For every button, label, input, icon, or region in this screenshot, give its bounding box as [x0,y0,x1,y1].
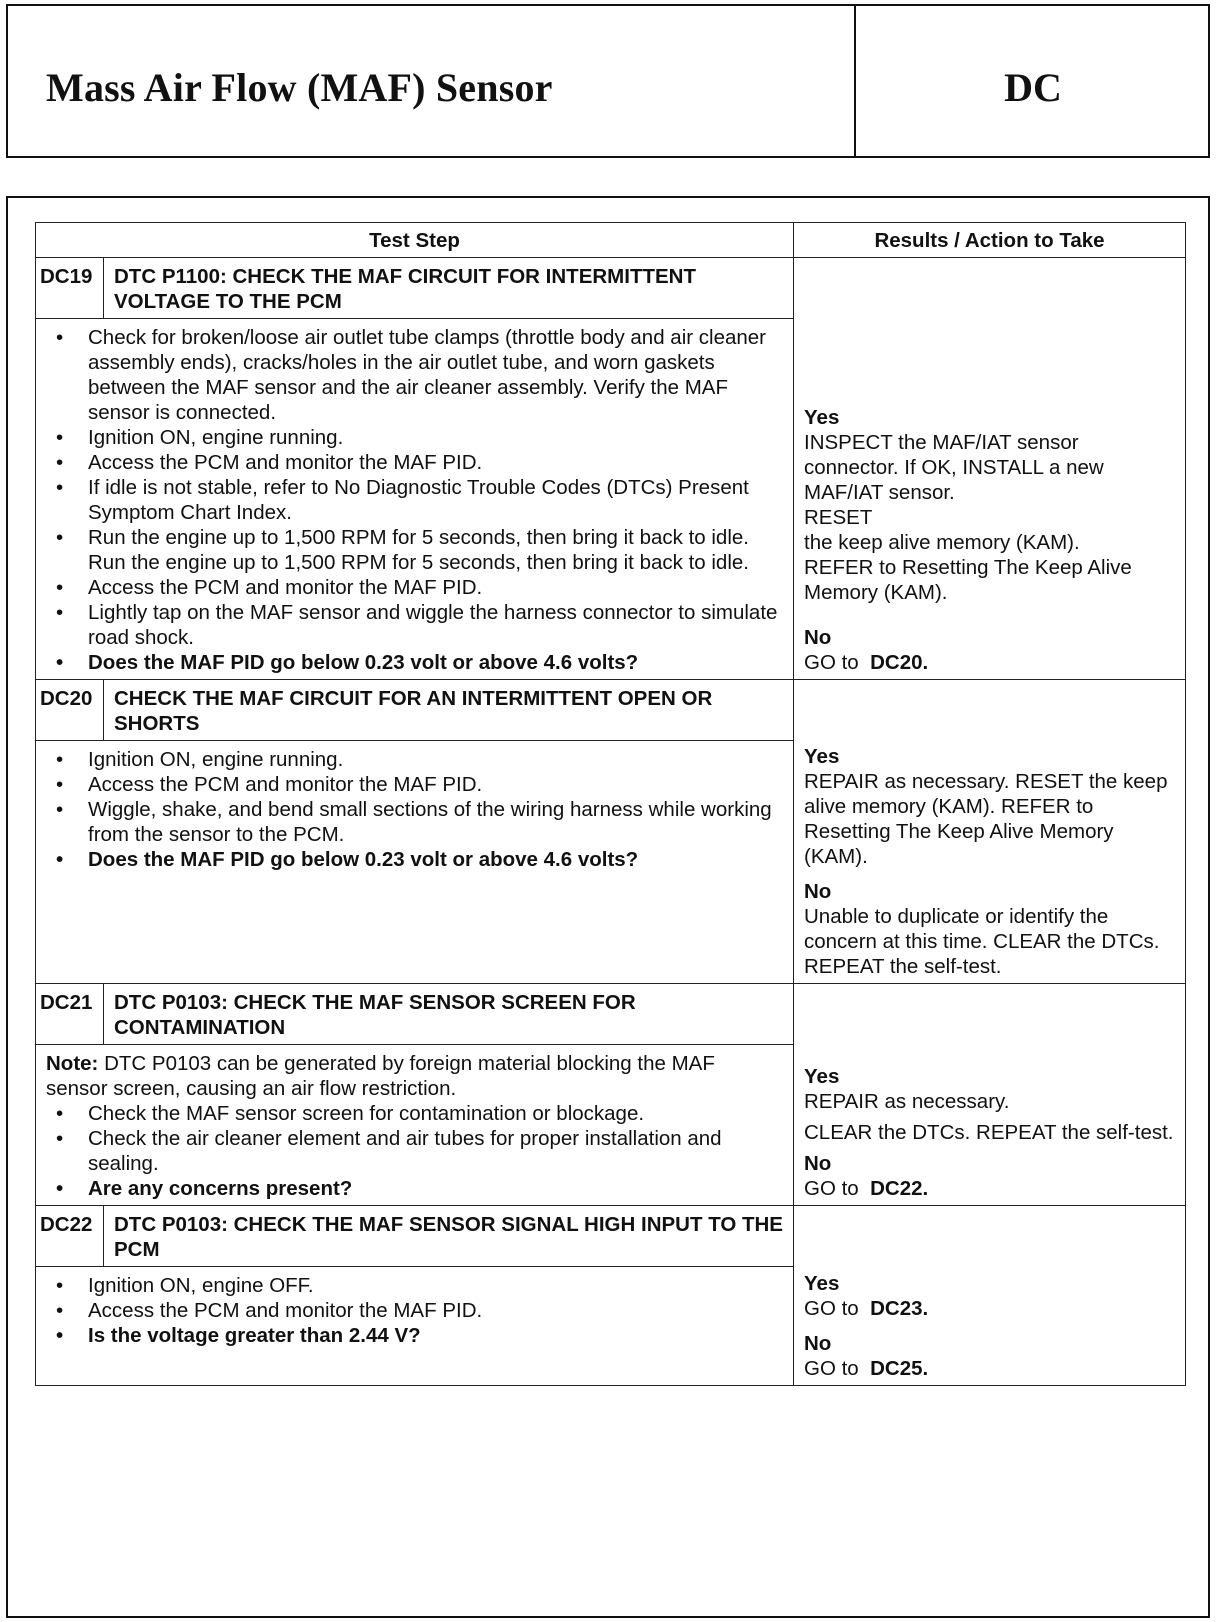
step-body [36,319,794,680]
step-bullet: • Ignition ON, engine OFF. [46,1273,779,1298]
step-bullet: • Run the engine up to 1,500 RPM for 5 seconds, then bring it back to idle. Run the engine up to 1,500 RPM for 5 seconds, then bring it back to idle. [46,525,779,575]
step-bullet: • If idle is not stable, refer to No Diagnostic Trouble Codes (DTCs) Present Symptom Chart Index. [46,475,779,525]
test-step-table [35,222,1186,1386]
result-yes-text: RESET [804,506,873,529]
step-bullet: • Ignition ON, engine running. [46,425,779,450]
step-body [36,741,794,984]
step-body [36,1267,794,1386]
result-yes-text: INSPECT the MAF/IAT sensor connector. If OK, INSTALL a new MAF/IAT sensor. [804,431,1104,504]
step-bullet: • Access the PCM and monitor the MAF PID. [46,1298,779,1323]
step-bullet: • Ignition ON, engine running. [46,747,779,772]
result-yes-label: Yes [804,1272,840,1295]
step-heading: DTC P0103: CHECK THE MAF SENSOR SIGNAL HIGH INPUT TO THE PCM [104,1206,794,1267]
step-note: Note: DTC P0103 can be generated by foreign material blocking the MAF sensor screen, causing an air flow restriction. [46,1052,715,1100]
step-question: • Are any concerns present? [46,1176,779,1201]
step-question: • Does the MAF PID go below 0.23 volt or above 4.6 volts? [46,847,779,872]
result-yes-text: REPAIR as necessary. RESET the keep alive memory (KAM). REFER to Resetting The Keep Alive Memory (KAM). [804,770,1168,868]
step-bullet: • Lightly tap on the MAF sensor and wiggle the harness connector to simulate road shock. [46,600,779,650]
step-bullet: • Access the PCM and monitor the MAF PID. [46,772,779,797]
column-header-test-step: Test Step [36,223,794,258]
step-reference: DC23. [870,1297,929,1320]
step-reference: DC25. [870,1357,929,1380]
column-header-results: Results / Action to Take [794,223,1186,258]
step-question: • Is the voltage greater than 2.44 V? [46,1323,779,1348]
page-header [6,4,1210,158]
step-id: DC22 [36,1206,104,1267]
result-yes-text: GO to DC23. [804,1297,929,1320]
result-yes-text: REFER to Resetting The Keep Alive Memory (KAM). [804,556,1132,604]
step-id: DC19 [36,258,104,319]
step-heading-row [36,1206,1186,1267]
result-no-text: GO to DC22. [804,1177,929,1200]
step-id: DC20 [36,680,104,741]
result-yes-text: CLEAR the DTCs. REPEAT the self-test. [804,1121,1174,1144]
result-no-text: Unable to duplicate or identify the concern at this time. CLEAR the DTCs. REPEAT the self-test. [804,905,1160,978]
result-yes-label: Yes [804,745,840,768]
step-bullet: • Wiggle, shake, and bend small sections of the wiring harness while working from the sensor to the PCM. [46,797,779,847]
step-result [794,258,1186,680]
content-panel [6,196,1210,1618]
result-yes-text: the keep alive memory (KAM). [804,531,1080,554]
result-no-label: No [804,1152,832,1175]
result-yes-text: REPAIR as necessary. [804,1090,1010,1113]
step-body [36,1045,794,1206]
step-heading: DTC P1100: CHECK THE MAF CIRCUIT FOR INTERMITTENT VOLTAGE TO THE PCM [104,258,794,319]
step-reference: DC22. [870,1177,929,1200]
step-bullet: • Access the PCM and monitor the MAF PID. [46,575,779,600]
section-code: DC [1004,65,1062,110]
step-heading: DTC P0103: CHECK THE MAF SENSOR SCREEN FOR CONTAMINATION [104,984,794,1045]
result-no-label: No [804,626,832,649]
step-result [794,984,1186,1206]
result-no-label: No [804,880,832,903]
result-no-text: GO to DC25. [804,1357,929,1380]
step-bullet: • Access the PCM and monitor the MAF PID. [46,450,779,475]
step-id: DC21 [36,984,104,1045]
step-reference: DC20. [870,651,929,674]
step-heading-row [36,680,1186,741]
step-result [794,1206,1186,1386]
page-title: Mass Air Flow (MAF) Sensor [46,65,553,110]
result-yes-label: Yes [804,1065,840,1088]
result-no-text: GO to DC20. [804,651,929,674]
step-heading: CHECK THE MAF CIRCUIT FOR AN INTERMITTENT OPEN OR SHORTS [104,680,794,741]
result-yes-label: Yes [804,406,840,429]
table-header-row [36,223,1186,258]
result-no-label: No [804,1332,832,1355]
step-bullet: • Check the air cleaner element and air tubes for proper installation and sealing. [46,1126,779,1176]
step-heading-row [36,984,1186,1045]
step-result [794,680,1186,984]
step-heading-row [36,258,1186,319]
step-question: • Does the MAF PID go below 0.23 volt or above 4.6 volts? [46,650,779,675]
step-bullet: • Check for broken/loose air outlet tube clamps (throttle body and air cleaner assembly ends), cracks/holes in the air outlet tube, and worn gaskets between the MAF sensor and the air cleaner assembly. Verify the MAF sensor is connected. [46,325,779,425]
step-bullet: • Check the MAF sensor screen for contamination or blockage. [46,1101,779,1126]
